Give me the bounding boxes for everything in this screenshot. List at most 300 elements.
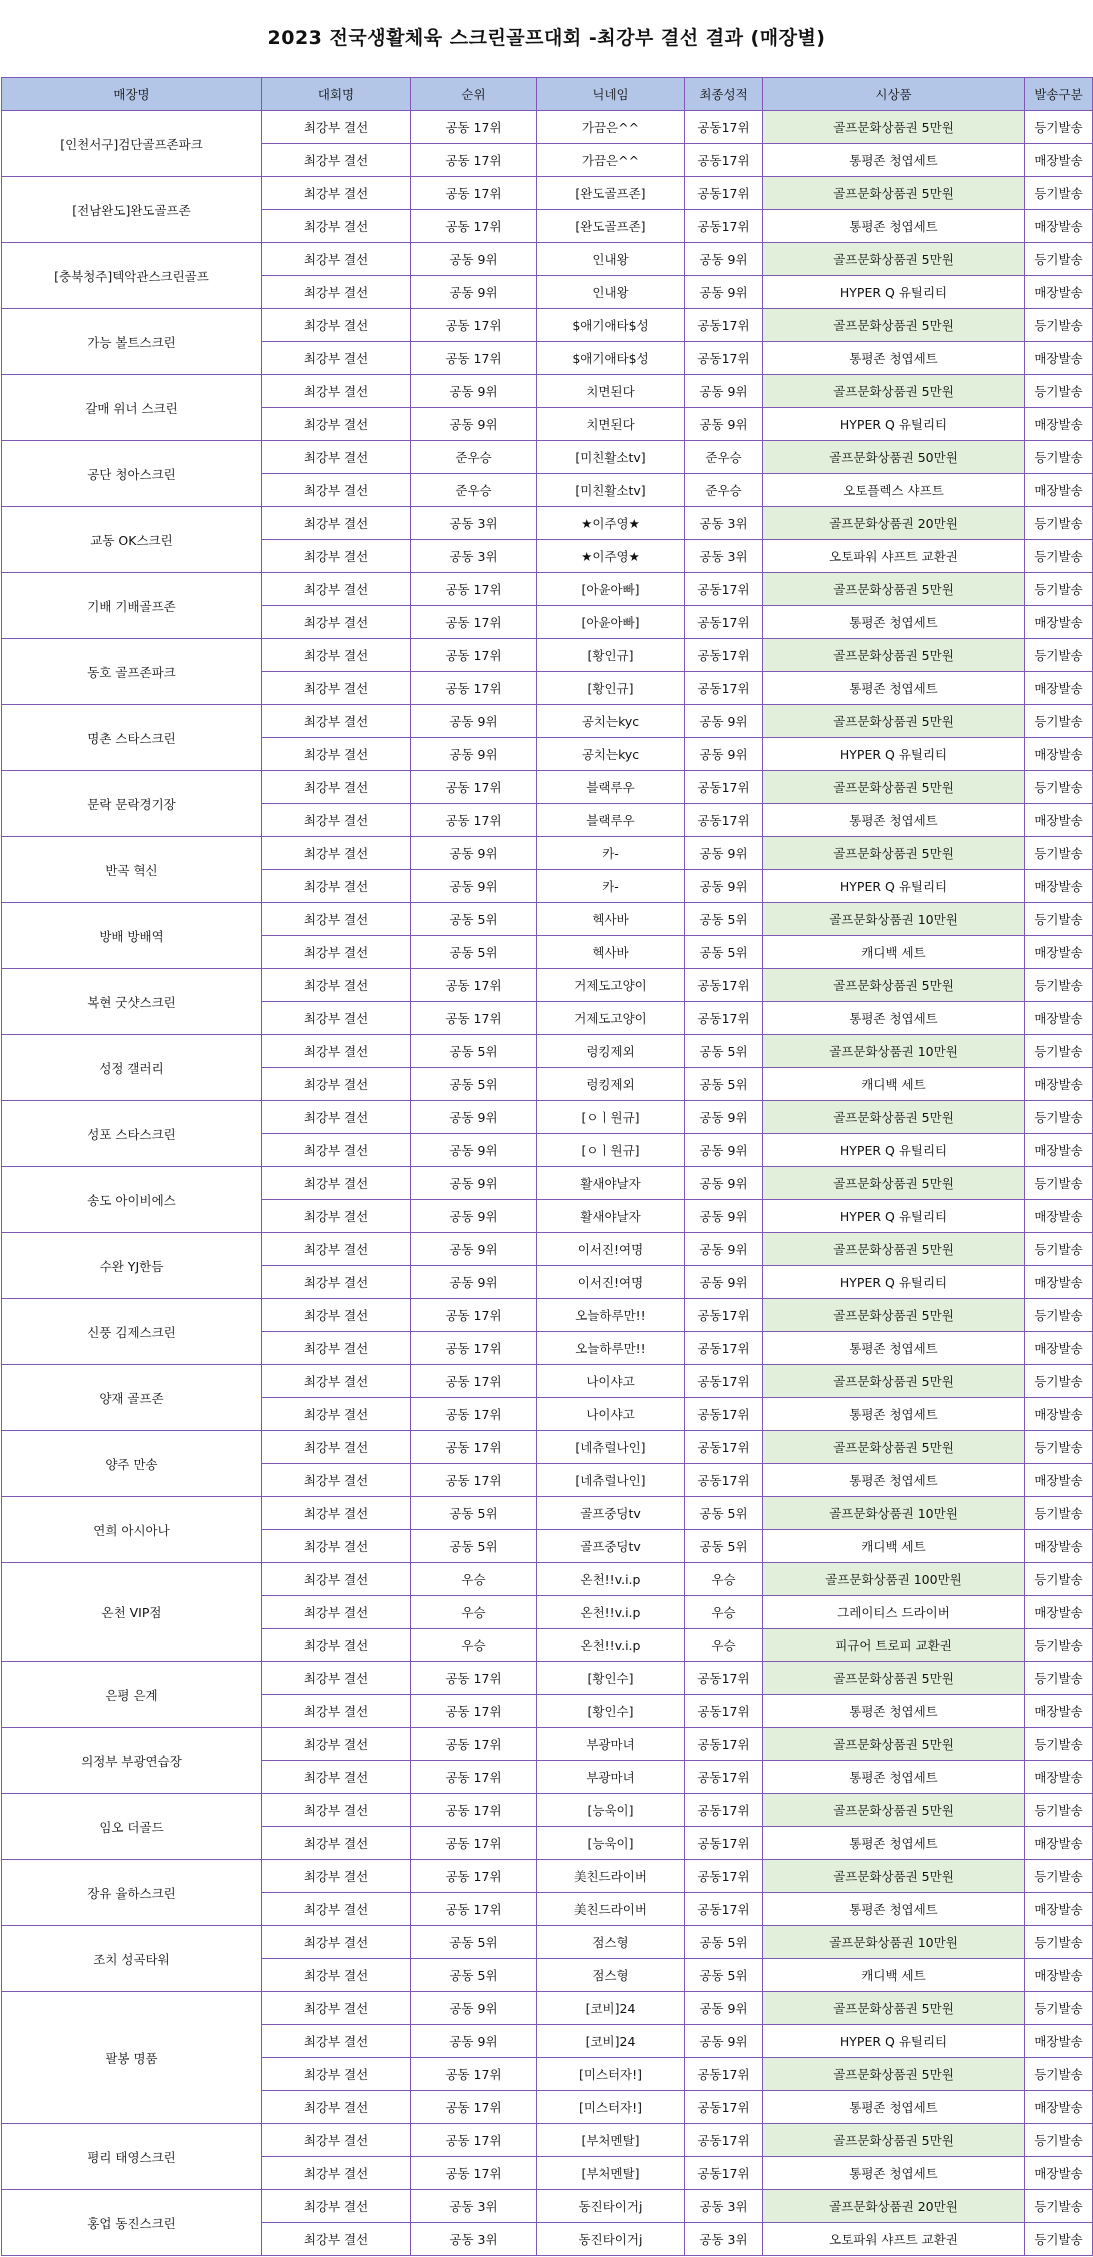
store-name-cell: 기배 기배골프존 (2, 573, 262, 639)
event-cell: 최강부 결선 (262, 2223, 411, 2256)
delivery-cell: 등기발송 (1025, 1662, 1093, 1695)
nickname-cell: 이서진!여명 (537, 1233, 685, 1266)
rank-cell: 공동 17위 (411, 969, 537, 1002)
prize-cell: 골프문화상품권 5만원 (763, 1728, 1025, 1761)
prize-cell: 골프문화상품권 10만원 (763, 903, 1025, 936)
final-result-cell: 공동 9위 (685, 408, 763, 441)
prize-cell: 골프문화상품권 5만원 (763, 2124, 1025, 2157)
final-result-cell: 공동 9위 (685, 705, 763, 738)
nickname-cell: 가끔은^^ (537, 144, 685, 177)
prize-cell: 통평존 청엽세트 (763, 144, 1025, 177)
delivery-cell: 매장발송 (1025, 1068, 1093, 1101)
header-delivery: 발송구분 (1025, 78, 1093, 111)
delivery-cell: 등기발송 (1025, 2223, 1093, 2256)
nickname-cell: 이서진!여명 (537, 1266, 685, 1299)
nickname-cell: 공치는kyc (537, 738, 685, 771)
delivery-cell: 매장발송 (1025, 870, 1093, 903)
event-cell: 최강부 결선 (262, 837, 411, 870)
nickname-cell: [부처멘탈] (537, 2124, 685, 2157)
rank-cell: 공동 5위 (411, 1926, 537, 1959)
prize-cell: 캐디백 세트 (763, 936, 1025, 969)
rank-cell: 공동 17위 (411, 573, 537, 606)
prize-cell: 골프문화상품권 5만원 (763, 1167, 1025, 1200)
rank-cell: 우승 (411, 1596, 537, 1629)
nickname-cell: [미친활소tv] (537, 441, 685, 474)
event-cell: 최강부 결선 (262, 1926, 411, 1959)
final-result-cell: 공동 5위 (685, 903, 763, 936)
nickname-cell: 헥사바 (537, 903, 685, 936)
rank-cell: 공동 17위 (411, 177, 537, 210)
rank-cell: 우승 (411, 1629, 537, 1662)
nickname-cell: [황인규] (537, 672, 685, 705)
store-name-cell: 교동 OK스크린 (2, 507, 262, 573)
event-cell: 최강부 결선 (262, 1827, 411, 1860)
store-name-cell: 수완 YJ한듬 (2, 1233, 262, 1299)
prize-cell: 골프문화상품권 5만원 (763, 177, 1025, 210)
delivery-cell: 매장발송 (1025, 1464, 1093, 1497)
rank-cell: 우승 (411, 1563, 537, 1596)
final-result-cell: 공동 3위 (685, 540, 763, 573)
table-row (2, 507, 1093, 540)
prize-cell: HYPER Q 유틸리티 (763, 1200, 1025, 1233)
rank-cell: 공동 5위 (411, 1068, 537, 1101)
store-name-cell: 가능 볼트스크린 (2, 309, 262, 375)
header-row (2, 78, 1093, 111)
final-result-cell: 공동17위 (685, 2058, 763, 2091)
rank-cell: 공동 17위 (411, 1662, 537, 1695)
event-cell: 최강부 결선 (262, 672, 411, 705)
event-cell: 최강부 결선 (262, 936, 411, 969)
final-result-cell: 공동17위 (685, 1002, 763, 1035)
nickname-cell: 가끔은^^ (537, 111, 685, 144)
nickname-cell: 골프중딩tv (537, 1497, 685, 1530)
delivery-cell: 등기발송 (1025, 2190, 1093, 2223)
delivery-cell: 등기발송 (1025, 705, 1093, 738)
rank-cell: 공동 17위 (411, 606, 537, 639)
table-row (2, 1992, 1093, 2025)
event-cell: 최강부 결선 (262, 540, 411, 573)
rank-cell: 공동 3위 (411, 2223, 537, 2256)
nickname-cell: 동진타이거j (537, 2223, 685, 2256)
event-cell: 최강부 결선 (262, 1332, 411, 1365)
table-row (2, 243, 1093, 276)
nickname-cell: [능욱이] (537, 1827, 685, 1860)
prize-cell: 통평존 청엽세트 (763, 1893, 1025, 1926)
prize-cell: 골프문화상품권 5만원 (763, 309, 1025, 342)
table-row (2, 903, 1093, 936)
event-cell: 최강부 결선 (262, 2190, 411, 2223)
header-final-result: 최종성적 (685, 78, 763, 111)
event-cell: 최강부 결선 (262, 474, 411, 507)
delivery-cell: 등기발송 (1025, 639, 1093, 672)
nickname-cell: 점스형 (537, 1959, 685, 1992)
nickname-cell: 블랙루우 (537, 804, 685, 837)
results-body (2, 111, 1093, 2256)
final-result-cell: 공동17위 (685, 309, 763, 342)
delivery-cell: 등기발송 (1025, 1299, 1093, 1332)
store-name-cell: 신풍 김제스크린 (2, 1299, 262, 1365)
prize-cell: 골프문화상품권 50만원 (763, 441, 1025, 474)
store-name-cell: 반곡 혁신 (2, 837, 262, 903)
table-row (2, 1860, 1093, 1893)
event-cell: 최강부 결선 (262, 1200, 411, 1233)
event-cell: 최강부 결선 (262, 639, 411, 672)
event-cell: 최강부 결선 (262, 375, 411, 408)
rank-cell: 공동 5위 (411, 1035, 537, 1068)
delivery-cell: 등기발송 (1025, 1926, 1093, 1959)
table-row (2, 1167, 1093, 1200)
delivery-cell: 등기발송 (1025, 540, 1093, 573)
final-result-cell: 공동17위 (685, 1860, 763, 1893)
delivery-cell: 매장발송 (1025, 408, 1093, 441)
delivery-cell: 매장발송 (1025, 1695, 1093, 1728)
delivery-cell: 등기발송 (1025, 243, 1093, 276)
event-cell: 최강부 결선 (262, 1695, 411, 1728)
prize-cell: 골프문화상품권 5만원 (763, 705, 1025, 738)
store-name-cell: 조치 성곡타워 (2, 1926, 262, 1992)
store-name-cell: 양주 만송 (2, 1431, 262, 1497)
nickname-cell: 동진타이거j (537, 2190, 685, 2223)
prize-cell: 골프문화상품권 5만원 (763, 1794, 1025, 1827)
delivery-cell: 등기발송 (1025, 1794, 1093, 1827)
nickname-cell: 점스형 (537, 1926, 685, 1959)
rank-cell: 공동 17위 (411, 342, 537, 375)
delivery-cell: 매장발송 (1025, 474, 1093, 507)
nickname-cell: [황인규] (537, 639, 685, 672)
final-result-cell: 공동17위 (685, 342, 763, 375)
prize-cell: 통평존 청엽세트 (763, 1332, 1025, 1365)
table-row (2, 111, 1093, 144)
store-name-cell: 송도 아이비에스 (2, 1167, 262, 1233)
final-result-cell: 공동17위 (685, 672, 763, 705)
store-name-cell: 방배 방배역 (2, 903, 262, 969)
nickname-cell: [완도골프존] (537, 210, 685, 243)
prize-cell: 통평존 청엽세트 (763, 2091, 1025, 2124)
final-result-cell: 공동 3위 (685, 2223, 763, 2256)
nickname-cell: $애기애타$성 (537, 342, 685, 375)
delivery-cell: 매장발송 (1025, 606, 1093, 639)
nickname-cell: 온천!!v.i.p (537, 1629, 685, 1662)
final-result-cell: 공동 3위 (685, 507, 763, 540)
rank-cell: 공동 5위 (411, 1959, 537, 1992)
final-result-cell: 공동17위 (685, 1299, 763, 1332)
rank-cell: 공동 9위 (411, 1992, 537, 2025)
event-cell: 최강부 결선 (262, 1893, 411, 1926)
store-name-cell: 홍업 동진스크린 (2, 2190, 262, 2256)
delivery-cell: 등기발송 (1025, 1992, 1093, 2025)
final-result-cell: 공동17위 (685, 2124, 763, 2157)
nickname-cell: 거제도고양이 (537, 1002, 685, 1035)
prize-cell: 골프문화상품권 5만원 (763, 1992, 1025, 2025)
prize-cell: HYPER Q 유틸리티 (763, 408, 1025, 441)
event-cell: 최강부 결선 (262, 1629, 411, 1662)
rank-cell: 공동 17위 (411, 210, 537, 243)
nickname-cell: [코비]24 (537, 2025, 685, 2058)
final-result-cell: 공동17위 (685, 606, 763, 639)
rank-cell: 공동 17위 (411, 1365, 537, 1398)
event-cell: 최강부 결선 (262, 1035, 411, 1068)
event-cell: 최강부 결선 (262, 1728, 411, 1761)
nickname-cell: ★이주영★ (537, 507, 685, 540)
rank-cell: 공동 17위 (411, 1728, 537, 1761)
delivery-cell: 등기발송 (1025, 1365, 1093, 1398)
nickname-cell: [미친활소tv] (537, 474, 685, 507)
event-cell: 최강부 결선 (262, 1860, 411, 1893)
prize-cell: 골프문화상품권 5만원 (763, 1860, 1025, 1893)
nickname-cell: $애기애타$성 (537, 309, 685, 342)
table-row (2, 573, 1093, 606)
final-result-cell: 공동17위 (685, 969, 763, 1002)
nickname-cell: 부광마녀 (537, 1728, 685, 1761)
nickname-cell: 美친드라이버 (537, 1893, 685, 1926)
final-result-cell: 공동17위 (685, 210, 763, 243)
rank-cell: 공동 9위 (411, 738, 537, 771)
event-cell: 최강부 결선 (262, 1002, 411, 1035)
table-row (2, 1035, 1093, 1068)
delivery-cell: 등기발송 (1025, 441, 1093, 474)
prize-cell: 골프문화상품권 5만원 (763, 1365, 1025, 1398)
header-nickname: 닉네임 (537, 78, 685, 111)
table-row (2, 771, 1093, 804)
prize-cell: 통평존 청엽세트 (763, 1002, 1025, 1035)
header-store: 매장명 (2, 78, 262, 111)
rank-cell: 공동 9위 (411, 705, 537, 738)
nickname-cell: 치면된다 (537, 408, 685, 441)
delivery-cell: 매장발송 (1025, 1266, 1093, 1299)
final-result-cell: 공동 9위 (685, 375, 763, 408)
prize-cell: 골프문화상품권 5만원 (763, 1431, 1025, 1464)
table-row (2, 1926, 1093, 1959)
nickname-cell: 치면된다 (537, 375, 685, 408)
nickname-cell: [황인수] (537, 1662, 685, 1695)
event-cell: 최강부 결선 (262, 1068, 411, 1101)
rank-cell: 공동 9위 (411, 1233, 537, 1266)
rank-cell: 공동 9위 (411, 837, 537, 870)
delivery-cell: 매장발송 (1025, 276, 1093, 309)
nickname-cell: 인내왕 (537, 276, 685, 309)
nickname-cell: 인내왕 (537, 243, 685, 276)
rank-cell: 준우승 (411, 441, 537, 474)
delivery-cell: 매장발송 (1025, 738, 1093, 771)
nickname-cell: [네츄럴나인] (537, 1431, 685, 1464)
table-row (2, 375, 1093, 408)
prize-cell: 골프문화상품권 5만원 (763, 771, 1025, 804)
delivery-cell: 매장발송 (1025, 804, 1093, 837)
prize-cell: 통평존 청엽세트 (763, 804, 1025, 837)
nickname-cell: 카- (537, 837, 685, 870)
final-result-cell: 공동 9위 (685, 1167, 763, 1200)
rank-cell: 공동 17위 (411, 2124, 537, 2157)
table-row (2, 1794, 1093, 1827)
prize-cell: 캐디백 세트 (763, 1068, 1025, 1101)
event-cell: 최강부 결선 (262, 705, 411, 738)
event-cell: 최강부 결선 (262, 1167, 411, 1200)
prize-cell: 골프문화상품권 5만원 (763, 375, 1025, 408)
final-result-cell: 공동17위 (685, 1662, 763, 1695)
event-cell: 최강부 결선 (262, 1563, 411, 1596)
final-result-cell: 공동17위 (685, 144, 763, 177)
delivery-cell: 등기발송 (1025, 2124, 1093, 2157)
event-cell: 최강부 결선 (262, 2157, 411, 2190)
nickname-cell: [완도골프존] (537, 177, 685, 210)
prize-cell: 골프문화상품권 5만원 (763, 243, 1025, 276)
final-result-cell: 우승 (685, 1629, 763, 1662)
delivery-cell: 매장발송 (1025, 1761, 1093, 1794)
table-row (2, 309, 1093, 342)
delivery-cell: 등기발송 (1025, 1497, 1093, 1530)
nickname-cell: 온천!!v.i.p (537, 1563, 685, 1596)
final-result-cell: 공동17위 (685, 1794, 763, 1827)
nickname-cell: 美친드라이버 (537, 1860, 685, 1893)
delivery-cell: 등기발송 (1025, 1728, 1093, 1761)
event-cell: 최강부 결선 (262, 870, 411, 903)
nickname-cell: 렁킹제외 (537, 1035, 685, 1068)
event-cell: 최강부 결선 (262, 771, 411, 804)
rank-cell: 공동 9위 (411, 1167, 537, 1200)
store-name-cell: [인천서구]검단골프존파크 (2, 111, 262, 177)
rank-cell: 공동 9위 (411, 870, 537, 903)
store-name-cell: 문락 문락경기장 (2, 771, 262, 837)
event-cell: 최강부 결선 (262, 1134, 411, 1167)
final-result-cell: 공동17위 (685, 639, 763, 672)
delivery-cell: 등기발송 (1025, 903, 1093, 936)
delivery-cell: 매장발송 (1025, 672, 1093, 705)
nickname-cell: 렁킹제외 (537, 1068, 685, 1101)
event-cell: 최강부 결선 (262, 2025, 411, 2058)
nickname-cell: 거제도고양이 (537, 969, 685, 1002)
table-row (2, 705, 1093, 738)
rank-cell: 공동 9위 (411, 243, 537, 276)
prize-cell: 골프문화상품권 20만원 (763, 2190, 1025, 2223)
store-name-cell: 팔봉 명품 (2, 1992, 262, 2124)
nickname-cell: 공치는kyc (537, 705, 685, 738)
delivery-cell: 등기발송 (1025, 1431, 1093, 1464)
event-cell: 최강부 결선 (262, 342, 411, 375)
delivery-cell: 등기발송 (1025, 2058, 1093, 2091)
store-name-cell: 양재 골프존 (2, 1365, 262, 1431)
prize-cell: 통평존 청엽세트 (763, 210, 1025, 243)
final-result-cell: 공동17위 (685, 573, 763, 606)
delivery-cell: 매장발송 (1025, 342, 1093, 375)
event-cell: 최강부 결선 (262, 804, 411, 837)
rank-cell: 공동 17위 (411, 111, 537, 144)
prize-cell: 골프문화상품권 5만원 (763, 969, 1025, 1002)
nickname-cell: [ㅇㅣ원규] (537, 1101, 685, 1134)
nickname-cell: [네츄럴나인] (537, 1464, 685, 1497)
rank-cell: 공동 17위 (411, 771, 537, 804)
delivery-cell: 등기발송 (1025, 309, 1093, 342)
rank-cell: 공동 5위 (411, 903, 537, 936)
store-name-cell: 성정 갤러리 (2, 1035, 262, 1101)
rank-cell: 공동 9위 (411, 1200, 537, 1233)
delivery-cell: 매장발송 (1025, 1002, 1093, 1035)
nickname-cell: 나이샤고 (537, 1398, 685, 1431)
header-event: 대회명 (262, 78, 411, 111)
table-row (2, 1233, 1093, 1266)
event-cell: 최강부 결선 (262, 2091, 411, 2124)
delivery-cell: 매장발송 (1025, 1134, 1093, 1167)
prize-cell: 오토플렉스 샤프트 (763, 474, 1025, 507)
event-cell: 최강부 결선 (262, 276, 411, 309)
final-result-cell: 공동17위 (685, 2157, 763, 2190)
rank-cell: 공동 17위 (411, 2157, 537, 2190)
final-result-cell: 공동17위 (685, 1365, 763, 1398)
final-result-cell: 공동17위 (685, 1827, 763, 1860)
store-name-cell: 은평 은계 (2, 1662, 262, 1728)
final-result-cell: 공동 9위 (685, 1266, 763, 1299)
final-result-cell: 공동 5위 (685, 1035, 763, 1068)
event-cell: 최강부 결선 (262, 969, 411, 1002)
nickname-cell: 오늘하루만!! (537, 1332, 685, 1365)
rank-cell: 공동 17위 (411, 1299, 537, 1332)
event-cell: 최강부 결선 (262, 1959, 411, 1992)
results-table (1, 77, 1093, 2256)
table-row (2, 1299, 1093, 1332)
nickname-cell: ★이주영★ (537, 540, 685, 573)
event-cell: 최강부 결선 (262, 177, 411, 210)
prize-cell: 통평존 청엽세트 (763, 1398, 1025, 1431)
prize-cell: 골프문화상품권 5만원 (763, 639, 1025, 672)
delivery-cell: 등기발송 (1025, 1167, 1093, 1200)
prize-cell: 골프문화상품권 10만원 (763, 1035, 1025, 1068)
nickname-cell: 나이샤고 (537, 1365, 685, 1398)
rank-cell: 공동 17위 (411, 1827, 537, 1860)
event-cell: 최강부 결선 (262, 1464, 411, 1497)
prize-cell: 오토파워 샤프트 교환권 (763, 540, 1025, 573)
store-name-cell: [충북청주]텍악관스크린골프 (2, 243, 262, 309)
nickname-cell: [능욱이] (537, 1794, 685, 1827)
final-result-cell: 공동 5위 (685, 1497, 763, 1530)
prize-cell: HYPER Q 유틸리티 (763, 276, 1025, 309)
nickname-cell: 블랙루우 (537, 771, 685, 804)
prize-cell: HYPER Q 유틸리티 (763, 2025, 1025, 2058)
prize-cell: HYPER Q 유틸리티 (763, 738, 1025, 771)
prize-cell: 골프문화상품권 5만원 (763, 1299, 1025, 1332)
final-result-cell: 공동17위 (685, 1695, 763, 1728)
event-cell: 최강부 결선 (262, 1794, 411, 1827)
prize-cell: 골프문화상품권 5만원 (763, 837, 1025, 870)
event-cell: 최강부 결선 (262, 2124, 411, 2157)
prize-cell: 골프문화상품권 10만원 (763, 1926, 1025, 1959)
prize-cell: 오토파워 샤프트 교환권 (763, 2223, 1025, 2256)
final-result-cell: 우승 (685, 1563, 763, 1596)
delivery-cell: 등기발송 (1025, 1101, 1093, 1134)
delivery-cell: 매장발송 (1025, 1893, 1093, 1926)
final-result-cell: 공동 9위 (685, 1233, 763, 1266)
delivery-cell: 매장발송 (1025, 1959, 1093, 1992)
table-row (2, 1728, 1093, 1761)
final-result-cell: 공동17위 (685, 2091, 763, 2124)
rank-cell: 공동 17위 (411, 804, 537, 837)
rank-cell: 공동 17위 (411, 2058, 537, 2091)
nickname-cell: [코비]24 (537, 1992, 685, 2025)
delivery-cell: 등기발송 (1025, 375, 1093, 408)
delivery-cell: 매장발송 (1025, 210, 1093, 243)
final-result-cell: 공동17위 (685, 177, 763, 210)
final-result-cell: 공동17위 (685, 804, 763, 837)
final-result-cell: 공동 9위 (685, 276, 763, 309)
prize-cell: 골프문화상품권 5만원 (763, 111, 1025, 144)
nickname-cell: 헥사바 (537, 936, 685, 969)
event-cell: 최강부 결선 (262, 1398, 411, 1431)
store-name-cell: 의정부 부광연습장 (2, 1728, 262, 1794)
rank-cell: 공동 9위 (411, 408, 537, 441)
event-cell: 최강부 결선 (262, 1596, 411, 1629)
final-result-cell: 공동 9위 (685, 837, 763, 870)
nickname-cell: [부처멘탈] (537, 2157, 685, 2190)
prize-cell: 골프문화상품권 20만원 (763, 507, 1025, 540)
final-result-cell: 공동 5위 (685, 1959, 763, 1992)
